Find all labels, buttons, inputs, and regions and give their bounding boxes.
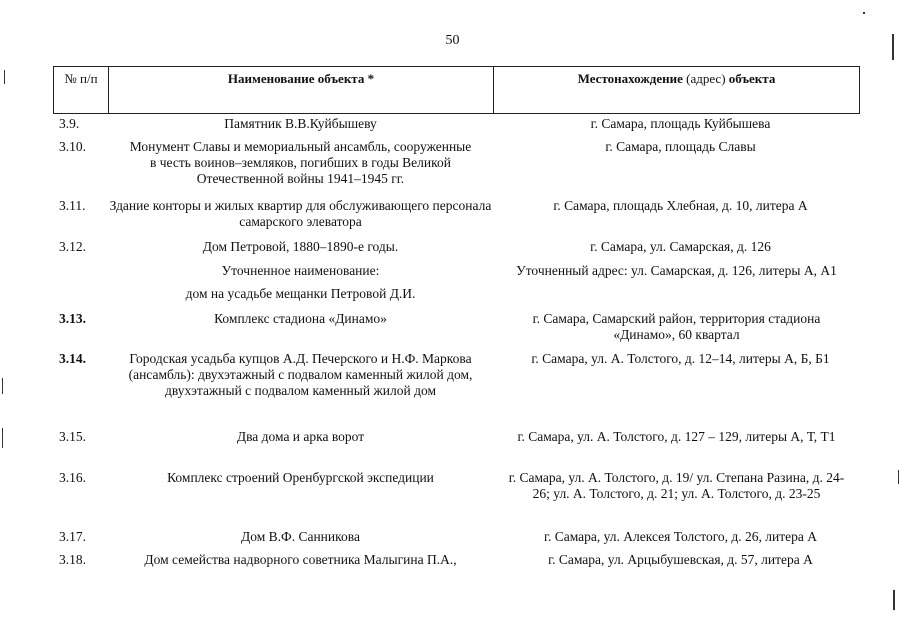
table-row bbox=[53, 286, 860, 302]
table-row bbox=[53, 263, 860, 279]
scan-mark bbox=[2, 378, 3, 394]
table-row bbox=[53, 239, 860, 255]
object-address: г. Самара, ул. А. Толстого, д. 12–14, литеры А, Б, Б1 bbox=[531, 351, 830, 366]
row-number bbox=[53, 263, 108, 279]
header-address-part-1: Местонахождение bbox=[577, 71, 687, 86]
row-number: 3.17. bbox=[59, 529, 86, 544]
scan-mark bbox=[2, 428, 3, 448]
page-number: 50 bbox=[445, 33, 460, 48]
table-row bbox=[53, 470, 860, 502]
object-address: г. Самара, Самарский район, территория стадиона «Динамо», 60 квартал bbox=[532, 311, 821, 342]
table-row bbox=[53, 311, 860, 343]
scan-mark bbox=[863, 12, 865, 14]
header-number: № п/п bbox=[54, 67, 109, 113]
row-number bbox=[53, 286, 108, 302]
row-number: 3.18. bbox=[59, 552, 86, 567]
row-number: 3.16. bbox=[59, 470, 86, 485]
object-address: г. Самара, площадь Куйбышева bbox=[590, 116, 771, 131]
row-number: 3.10. bbox=[59, 139, 86, 154]
object-name: Здание конторы и жилых квартир для обслуживающего персонала самарского элеватора bbox=[109, 198, 492, 229]
object-address bbox=[493, 286, 860, 302]
header-address bbox=[494, 67, 859, 113]
object-name: Городская усадьба купцов А.Д. Печерского и Н.Ф. Маркова (ансамбль): двухэтажный с подвалом каменный жилой дом, двухэтажный с подвалом каменный жилой дом bbox=[128, 351, 473, 398]
table-row bbox=[53, 139, 860, 187]
object-name: Комплекс строений Оренбургской экспедиции bbox=[167, 470, 434, 485]
row-number: 3.9. bbox=[59, 116, 80, 131]
scan-mark bbox=[4, 70, 5, 84]
header-address-part-3: объекта bbox=[728, 71, 776, 86]
object-address: г. Самара, ул. Арцыбушевская, д. 57, литера А bbox=[548, 552, 813, 567]
header-address-part-2: (адрес) bbox=[686, 71, 729, 86]
row-number: 3.11. bbox=[59, 198, 86, 213]
table-row bbox=[53, 351, 860, 399]
table-row bbox=[53, 552, 860, 568]
table-row bbox=[53, 529, 860, 545]
scan-mark bbox=[893, 590, 895, 610]
object-address: г. Самара, ул. Алексея Толстого, д. 26, литера А bbox=[543, 529, 818, 544]
row-number: 3.15. bbox=[59, 429, 86, 444]
object-name: Комплекс стадиона «Динамо» bbox=[214, 311, 387, 326]
object-name: Монумент Славы и мемориальный ансамбль, сооруженные в честь воинов–земляков, погибших в годы Великой Отечественной войны 1941–1945 гг. bbox=[129, 139, 472, 186]
table-row bbox=[53, 116, 860, 132]
table-row bbox=[53, 429, 860, 445]
object-name: дом на усадьбе мещанки Петровой Д.И. bbox=[185, 286, 416, 301]
object-address: Уточненный адрес: ул. Самарская, д. 126, литеры А, А1 bbox=[516, 263, 837, 278]
object-address: г. Самара, ул. А. Толстого, д. 19/ ул. Степана Разина, д. 24-26; ул. А. Толстого, д. 21; ул. А. Толстого, д. 23-25 bbox=[508, 470, 845, 501]
header-object-name: Наименование объекта * bbox=[109, 67, 494, 113]
table-header bbox=[53, 66, 860, 114]
object-name: Дом семейства надворного советника Малыгина П.А., bbox=[144, 552, 457, 567]
object-name: Дом Петровой, 1880–1890-е годы. bbox=[202, 239, 399, 254]
object-address: г. Самара, площадь Славы bbox=[605, 139, 756, 154]
object-address: г. Самара, площадь Хлебная, д. 10, литера А bbox=[553, 198, 808, 213]
object-name: Уточненное наименование: bbox=[221, 263, 380, 278]
row-number: 3.12. bbox=[59, 239, 86, 254]
table-row bbox=[53, 198, 860, 230]
row-number: 3.13. bbox=[59, 311, 86, 326]
row-number: 3.14. bbox=[59, 351, 86, 366]
scan-mark bbox=[892, 34, 894, 60]
object-address: г. Самара, ул. А. Толстого, д. 127 – 129, литеры А, Т, Т1 bbox=[517, 429, 836, 444]
object-name: Памятник В.В.Куйбышеву bbox=[224, 116, 377, 131]
object-name: Два дома и арка ворот bbox=[236, 429, 365, 444]
object-name: Дом В.Ф. Санникова bbox=[241, 529, 360, 544]
scan-mark bbox=[898, 470, 899, 484]
object-address: г. Самара, ул. Самарская, д. 126 bbox=[590, 239, 771, 254]
